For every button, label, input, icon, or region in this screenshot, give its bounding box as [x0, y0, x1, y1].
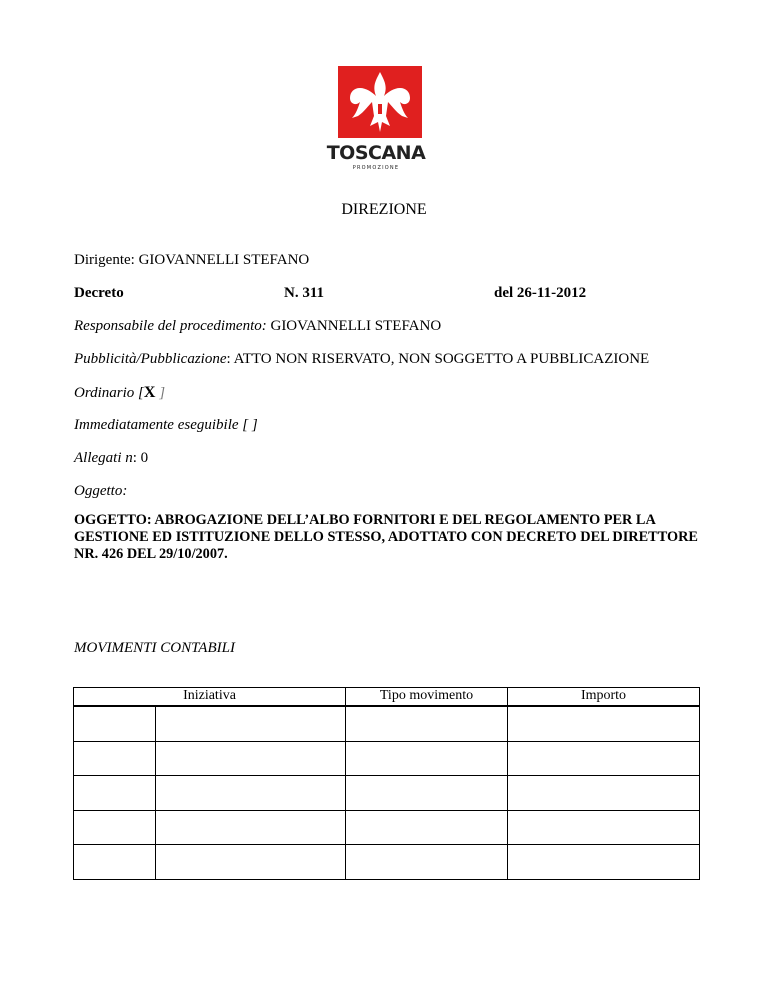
table-cell: [156, 741, 346, 776]
page-heading: DIREZIONE: [341, 201, 427, 218]
responsabile-label: Responsabile del procedimento:: [74, 318, 267, 334]
table-cell: [156, 845, 346, 880]
dirigente-label: Dirigente:: [74, 252, 135, 268]
table-cell: [508, 845, 700, 880]
allegati-label: Allegati n: [74, 450, 133, 466]
table-cell: [508, 741, 700, 776]
table-cell: [156, 810, 346, 845]
table-row: [74, 810, 700, 845]
immediatamente-line: Immediatamente eseguibile [ ]: [74, 417, 258, 433]
oggetto-text: OGGETTO: ABROGAZIONE DELL’ALBO FORNITORI E DEL REGOLAMENTO PER LA GESTIONE ED ISTITUZIONE DELLO STESSO, ADOTTATO CON DECRETO DEL DIRETTORE NR. 426 DEL 29/10/2007.: [74, 512, 698, 562]
logo-tagline: PROMOZIONE: [352, 165, 400, 171]
ordinario-mark: X: [143, 384, 156, 401]
pubblicita-line: Pubblicità/Pubblicazione: ATTO NON RISERVATO, NON SOGGETTO A PUBBLICAZIONE: [74, 351, 650, 367]
oggetto-label: Oggetto: [74, 483, 123, 499]
decreto-number: N. 311: [284, 285, 325, 301]
table-row: [74, 741, 700, 776]
table-cell: [508, 706, 700, 741]
ordinario-line: [74, 384, 165, 402]
table-row: [74, 776, 700, 811]
header-iniziativa: Iniziativa: [74, 688, 346, 706]
movimenti-table: [73, 687, 700, 880]
pubblicita-label: Pubblicità/Pubblicazione: [74, 351, 227, 367]
ordinario-label: Ordinario [: [74, 385, 144, 401]
responsabile-line: [74, 318, 441, 335]
table-cell: [74, 776, 156, 811]
table-cell: [346, 741, 508, 776]
ordinario-close: ]: [155, 385, 166, 401]
allegati-value: 0: [140, 450, 149, 466]
table-cell: [156, 776, 346, 811]
table-cell: [508, 776, 700, 811]
decreto-label: Decreto: [74, 285, 124, 301]
table-header-row: [74, 688, 700, 706]
allegati-line: Allegati n: 0: [74, 450, 149, 466]
table-cell: [346, 845, 508, 880]
table-cell: [74, 741, 156, 776]
header-tipo-movimento: Tipo movimento: [346, 688, 508, 706]
table-cell: [508, 810, 700, 845]
logo-wordmark: TOSCANA: [326, 142, 426, 164]
table-cell: [74, 810, 156, 845]
pubblicita-value: ATTO NON RISERVATO, NON SOGGETTO A PUBBLICAZIONE: [233, 351, 650, 367]
table-cell: [346, 810, 508, 845]
table-cell: [346, 706, 508, 741]
table-row: [74, 706, 700, 741]
dirigente-value: GIOVANNELLI STEFANO: [138, 252, 310, 268]
responsabile-value: GIOVANNELLI STEFANO: [270, 318, 442, 334]
table-cell: [74, 845, 156, 880]
florence-lily-icon: [338, 66, 422, 138]
toscana-promozione-logo: [326, 64, 426, 174]
dirigente-line: [74, 252, 309, 269]
table-cell: [74, 706, 156, 741]
header-importo: Importo: [508, 688, 700, 706]
table-cell: [156, 706, 346, 741]
decreto-date: del 26-11-2012: [494, 285, 587, 301]
oggetto-label-line: Oggetto:: [74, 483, 128, 499]
movimenti-title: MOVIMENTI CONTABILI: [74, 640, 235, 656]
table-row: [74, 845, 700, 880]
table-cell: [346, 776, 508, 811]
